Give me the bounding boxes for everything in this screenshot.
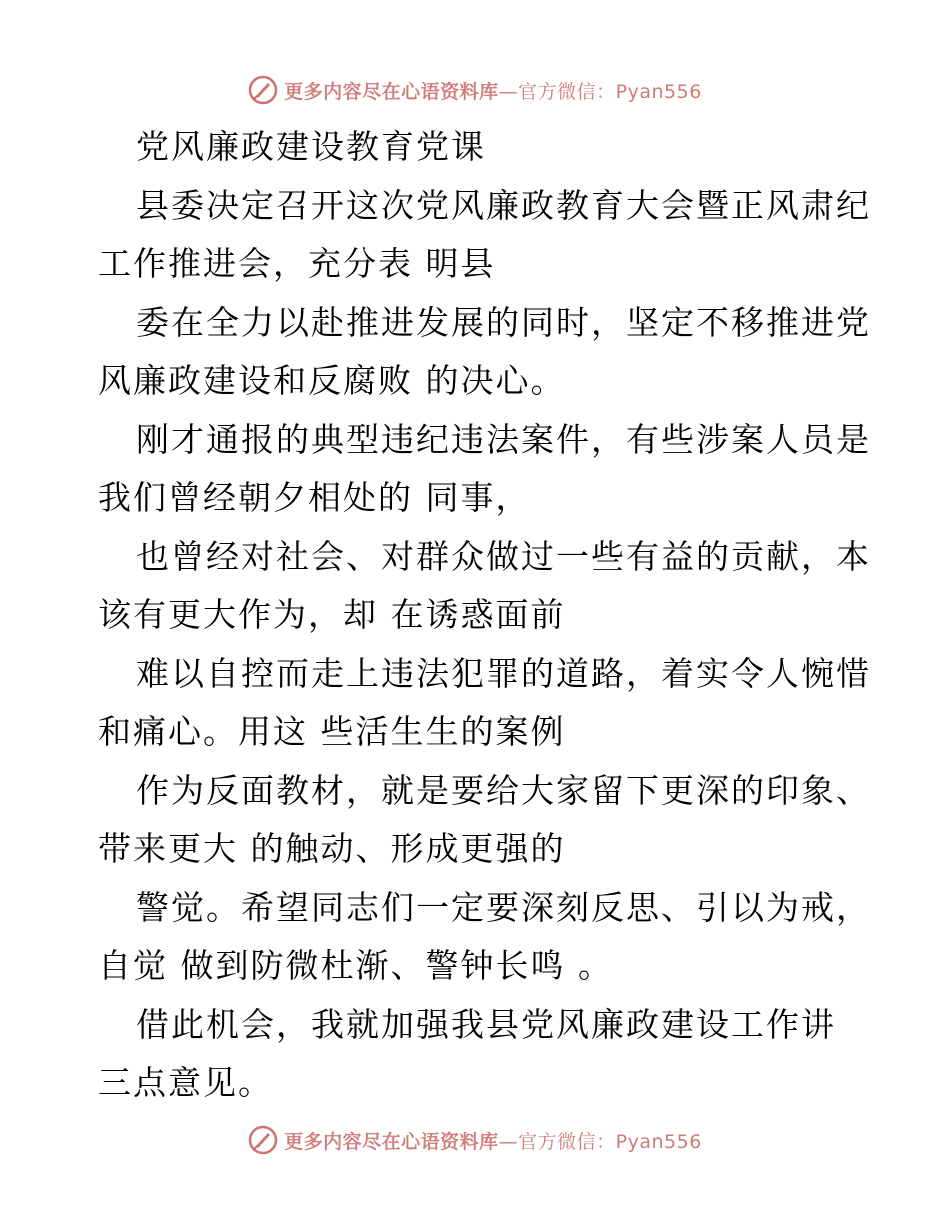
text-line: 三点意见。 (98, 1063, 273, 1102)
text-line: 作为反面教材，就是要给大家留下更深的印象、 (136, 770, 871, 810)
header-watermark (0, 70, 950, 110)
text-line: 党风廉政建设教育党课 (136, 127, 486, 166)
footer-watermark (0, 1120, 950, 1160)
document-body (98, 118, 871, 1113)
text-line: 工作推进会，充分表 明县 (98, 244, 496, 283)
text-line: 刚才通报的典型违纪违法案件，有些涉案人员是 (136, 419, 871, 459)
text-line: 我们曾经朝夕相处的 同事， (98, 478, 531, 517)
text-line: 县委决定召开这次党风廉政教育大会暨正风肃纪 (136, 185, 871, 225)
text-line: 也曾经对社会、对群众做过一些有益的贡献，本 (136, 536, 871, 576)
document-text (98, 118, 871, 1113)
text-line: 风廉政建设和反腐败 的决心。 (98, 361, 566, 400)
text-line: 自觉 做到防微杜渐、警钟长鸣 。 (98, 946, 613, 985)
text-line: 警觉。希望同志们一定要深刻反思、引以为戒， (136, 887, 871, 927)
watermark-brand: 更多内容尽在心语资料库 (284, 1130, 499, 1153)
text-line: 委在全力以赴推进发展的同时，坚定不移推进党 (136, 302, 871, 342)
text-line: 难以自控而走上违法犯罪的道路，着实令人惋惜 (136, 653, 871, 693)
text-line: 该有更大作为，却 在诱惑面前 (98, 595, 566, 634)
watermark-contact: 官方微信：Pyan556 (518, 80, 702, 103)
text-line: 带来更大 的触动、形成更强的 (98, 829, 566, 868)
watermark-text (284, 1127, 702, 1154)
watermark-contact: 官方微信：Pyan556 (518, 1130, 702, 1153)
text-line: 借此机会，我就加强我县党风廉政建设工作讲 (136, 1004, 836, 1044)
quill-logo-icon (248, 75, 278, 105)
quill-logo-icon (248, 1125, 278, 1155)
watermark-separator: — (498, 1130, 519, 1153)
watermark-text (284, 77, 702, 104)
text-line: 和痛心。用这 些活生生的案例 (98, 712, 566, 751)
watermark-brand: 更多内容尽在心语资料库 (284, 80, 499, 103)
watermark-separator: — (498, 80, 519, 103)
